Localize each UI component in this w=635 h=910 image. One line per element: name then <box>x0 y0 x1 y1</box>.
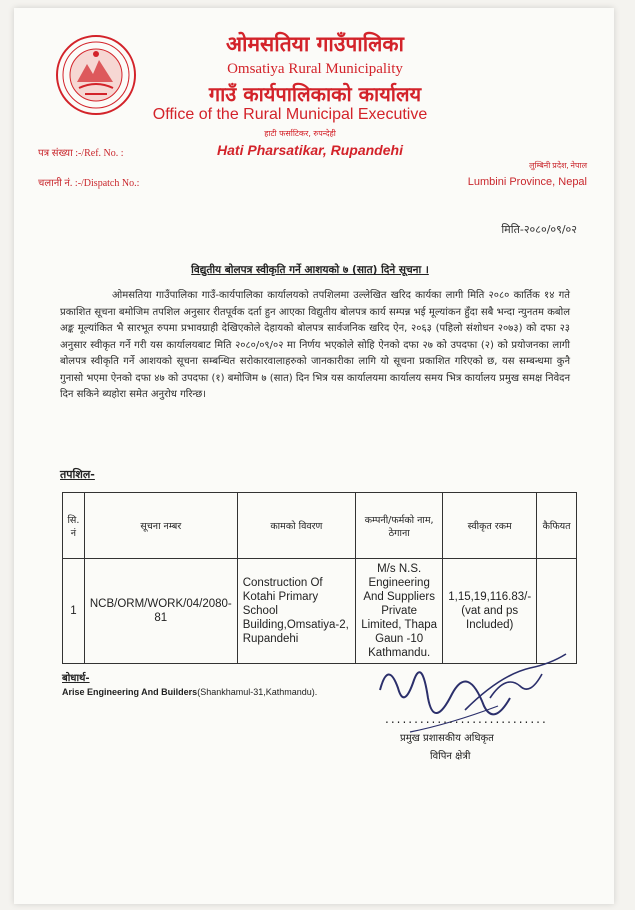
notice-title: विद्युतीय बोलपत्र स्वीकृति गर्ने आशयको ७ (सात) दिने सूचना । <box>191 264 429 276</box>
column-header: कैफियत <box>537 493 577 559</box>
office-name-en: Office of the Rural Municipal Executive <box>152 106 428 123</box>
address-en: Hati Pharsatikar, Rupandehi <box>217 142 403 158</box>
signature-line: ............................ <box>385 712 548 726</box>
details-label: तपशिल- <box>60 468 95 481</box>
copy-recipient-name: Arise Engineering And Builders <box>62 687 198 697</box>
cell-sn: 1 <box>63 559 85 664</box>
document-date: मिति-२०८०/०९/०२ <box>501 223 577 236</box>
signatory-name: विपिन क्षेत्री <box>430 751 471 762</box>
cell-notice-number: NCB/ORM/WORK/04/2080-81 <box>84 559 237 664</box>
copy-label: बोधार्थ- <box>62 673 90 684</box>
address-np: हाटी फर्साटिकर, रुपन्देही <box>264 129 336 138</box>
province-en: Lumbini Province, Nepal <box>467 176 587 188</box>
municipality-emblem-icon <box>55 34 137 116</box>
column-header: सूचना नम्बर <box>84 493 237 559</box>
dispatch-number-label: चलानी नं. :-/Dispatch No.: <box>38 178 140 189</box>
municipality-name-np: ओमसतिया गाउँपालिका <box>226 32 404 56</box>
notice-body: ओमसतिया गाउँपालिका गाउँ-कार्यपालिका कार्यालयको तपशिलमा उल्लेखित खरिद कार्यका लागी मिति २०८० कार्तिक १४ गते प्रकाशित सूचना बमोजिम तपशिल अनुसार रीतपूर्वक दर्ता हुन आएका विद्युतीय बोलपत्र कार्य सम्पन्न भई मूल्यांकन हुँदा सबै भन्दा न्युनतम कबोल अङ्क मूल्यांकित भै सारभूत रुपमा प्रभावग्राही देखिएकोले देहायको बोलपत्र सार्वजनिक खरिद ऐन, २०६३ (पहिलो संशोधन २०७३) को दफा २३ अनुसार स्वीकृत गर्ने गरी यस कार्यालयबाट मिति २०८०/०९/०२ मा निर्णय भएकोले सोहि ऐनको दफा २७ को उपदफा (२) को प्रयोजनका लागी बोलपत्र स्वीकृति गर्ने आशयको सूचना सम्बन्धित सरोकारवालाहरुको जानकारीका लागि यो सूचना प्रकाशित गरिएको छ, यस सम्बन्धमा कुनै गुनासो भएमा ऐनको दफा ४७ को उपदफा (१) बमोजिम ७ (सात) दिन भित्र यस कार्यालयमा कार्यालय समय भित्र कार्यालय प्रमुख समक्ष निवेदन दिन सकिने ब्यहोरा समेत अनुरोध गरिन्छ। <box>60 290 570 400</box>
column-header: स्वीकृत रकम <box>443 493 537 559</box>
cell-amount: 1,15,19,116.83/- (vat and ps Included) <box>443 559 537 664</box>
details-table <box>62 492 577 664</box>
table-header-row <box>63 493 577 559</box>
ref-number-label: पत्र संख्या :-/Ref. No. : <box>38 148 124 159</box>
column-header: कम्पनी/फर्मको नाम, ठेगाना <box>356 493 443 559</box>
copy-recipient-address: (Shankhamul-31,Kathmandu). <box>197 687 318 697</box>
column-header: कामको विवरण <box>237 493 355 559</box>
cell-work-description: Construction Of Kotahi Primary School Building,Omsatiya-2, Rupandehi <box>237 559 355 664</box>
cell-company: M/s N.S. Engineering And Suppliers Private Limited, Thapa Gaun -10 Kathmandu. <box>356 559 443 664</box>
signatory-title: प्रमुख प्रशासकीय अधिकृत <box>400 733 494 744</box>
office-name-np: गाउँ कार्यपालिकाको कार्यालय <box>208 82 422 106</box>
column-header: सि. नं <box>63 493 85 559</box>
municipality-name-en: Omsatiya Rural Municipality <box>227 61 403 77</box>
province-np: लुम्बिनी प्रदेश, नेपाल <box>529 161 587 170</box>
copy-recipient <box>62 687 317 697</box>
